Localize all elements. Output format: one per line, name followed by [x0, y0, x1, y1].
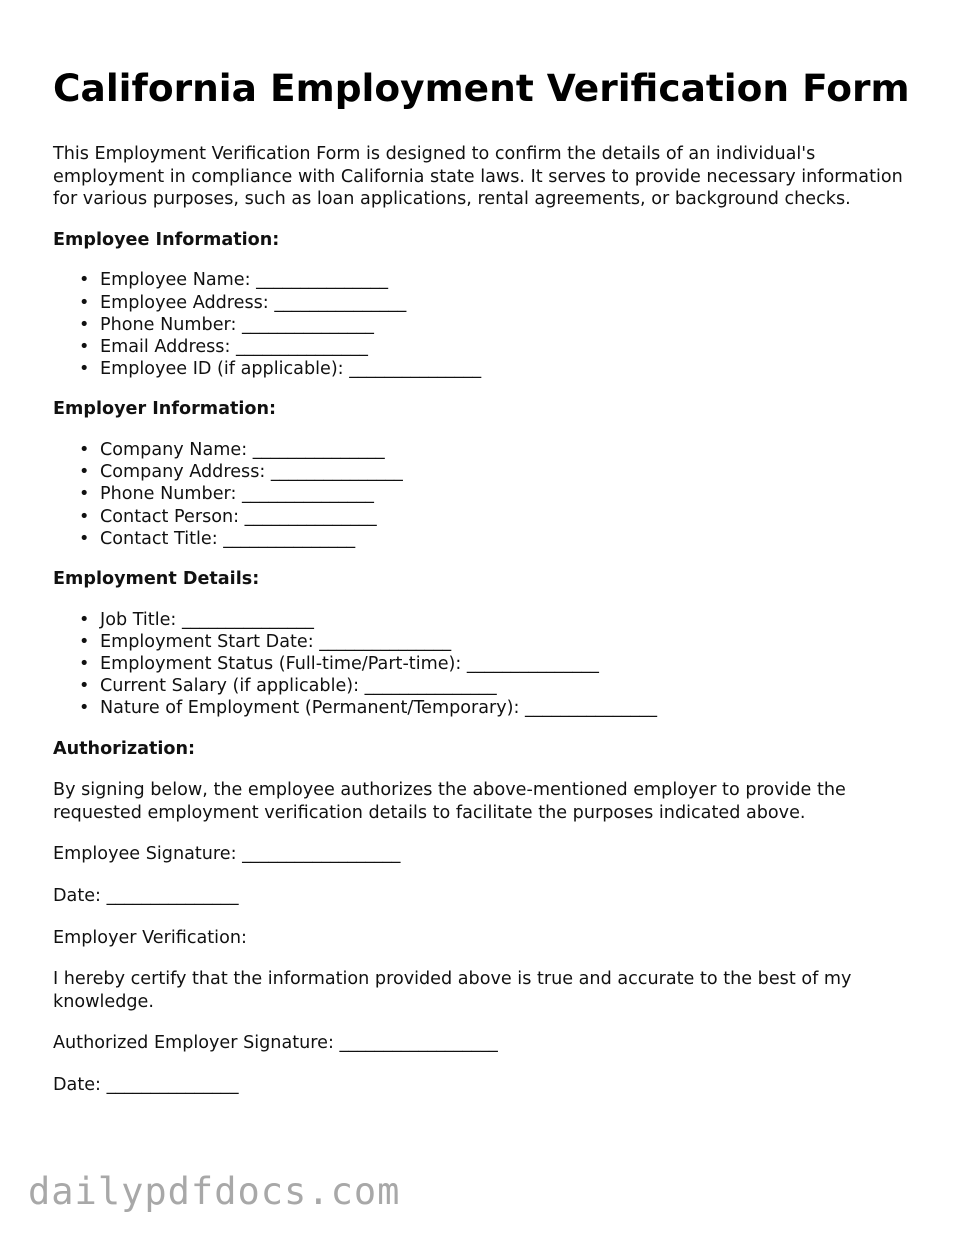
- list-item-text: Employee Address: _______________: [100, 292, 407, 313]
- employment-details-list: [53, 609, 913, 720]
- list-item-text: Employee Name: _______________: [100, 270, 389, 291]
- certification-text: I hereby certify that the information provided above is true and accurate to the best of my knowledge.: [53, 969, 852, 1012]
- company-address-field: [79, 461, 913, 483]
- employee-info-list: [53, 269, 913, 380]
- employee-date-line: Date: _______________: [53, 885, 239, 906]
- bullet-icon: •: [79, 609, 90, 630]
- bullet-icon: •: [79, 462, 90, 483]
- list-item-text: Employment Status (Full-time/Part-time): _______________: [100, 654, 599, 674]
- employer-info-list: [53, 439, 913, 550]
- bullet-icon: •: [79, 528, 90, 549]
- employer-info-heading: Employer Information:: [53, 399, 277, 420]
- list-item-text: Employment Start Date: _______________: [100, 631, 452, 652]
- employee-name-field: [79, 269, 913, 291]
- employee-address-field: [79, 292, 913, 314]
- employee-info-heading: Employee Information:: [53, 229, 280, 250]
- authorization-text: By signing below, the employee authorizes the above-mentioned employer to provide the requested employment verification details to facilitate the purposes indicated above.: [53, 780, 846, 823]
- list-item-text: Company Address: _______________: [100, 462, 403, 483]
- watermark: dailypdfdocs.com: [28, 1170, 401, 1213]
- employee-email-field: [79, 336, 913, 358]
- bullet-icon: •: [79, 676, 90, 697]
- start-date-field: [79, 631, 913, 653]
- list-item-text: Job Title: _______________: [100, 609, 314, 630]
- employee-id-field: [79, 358, 913, 380]
- bullet-icon: •: [79, 336, 90, 357]
- bullet-icon: •: [79, 654, 90, 674]
- contact-title-field: [79, 528, 913, 550]
- list-item-text: Email Address: _______________: [100, 336, 368, 357]
- intro-paragraph: This Employment Verification Form is designed to confirm the details of an individual's employment in compliance with California state laws. It serves to provide necessary information for various purposes, such as loan applications, rental agreements, or background checks.: [53, 144, 903, 210]
- list-item-text: Contact Title: _______________: [100, 528, 356, 549]
- employment-status-field: [79, 653, 913, 675]
- page-title: California Employment Verification Form: [53, 66, 910, 110]
- employer-date-line: Date: _______________: [53, 1074, 239, 1095]
- list-item-text: Phone Number: _______________: [100, 314, 374, 335]
- bullet-icon: •: [79, 631, 90, 652]
- bullet-icon: •: [79, 698, 90, 719]
- list-item-text: Current Salary (if applicable): _______________: [100, 676, 497, 697]
- document-page: [53, 66, 913, 1097]
- current-salary-field: [79, 675, 913, 697]
- bullet-icon: •: [79, 439, 90, 460]
- bullet-icon: •: [79, 484, 90, 505]
- bullet-icon: •: [79, 314, 90, 335]
- list-item-text: Employee ID (if applicable): _______________: [100, 359, 482, 380]
- bullet-icon: •: [79, 506, 90, 527]
- nature-of-employment-field: [79, 697, 913, 719]
- employer-signature-line: Authorized Employer Signature: __________________: [53, 1033, 498, 1054]
- company-phone-field: [79, 483, 913, 505]
- bullet-icon: •: [79, 359, 90, 380]
- employee-signature-line: Employee Signature: __________________: [53, 844, 401, 865]
- list-item-text: Company Name: _______________: [100, 439, 385, 460]
- list-item-text: Nature of Employment (Permanent/Temporary): _______________: [100, 698, 658, 719]
- list-item-text: Phone Number: _______________: [100, 484, 374, 505]
- job-title-field: [79, 609, 913, 631]
- company-name-field: [79, 439, 913, 461]
- authorization-heading: Authorization:: [53, 738, 196, 759]
- contact-person-field: [79, 506, 913, 528]
- employment-details-heading: Employment Details:: [53, 569, 260, 589]
- bullet-icon: •: [79, 270, 90, 291]
- list-item-text: Contact Person: _______________: [100, 506, 377, 527]
- employer-verification-label: Employer Verification:: [53, 927, 247, 948]
- employee-phone-field: [79, 314, 913, 336]
- bullet-icon: •: [79, 292, 90, 313]
